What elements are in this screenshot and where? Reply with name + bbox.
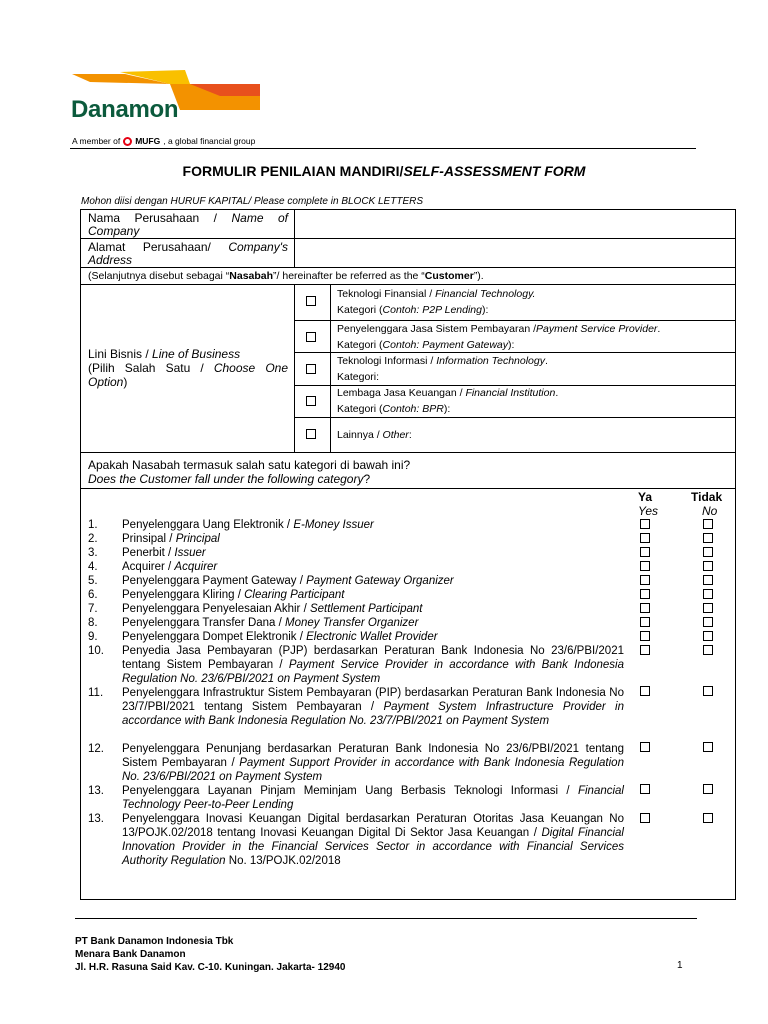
customer-note: (Selanjutnya disebut sebagai “Nasabah”/ hereinafter be referred as the “Customer”). [88, 270, 484, 282]
company-address-field[interactable] [300, 243, 730, 263]
no-header: Tidak [691, 490, 723, 504]
lob-checkbox-other[interactable] [306, 429, 316, 439]
instruction: Mohon diisi dengan HURUF KAPITAL/ Please complete in BLOCK LETTERS [81, 196, 424, 207]
company-name-label: Nama Perusahaan / Name of Company [88, 211, 288, 238]
lob-checkbox-information-technology[interactable] [306, 364, 316, 374]
row-divider [80, 488, 736, 489]
category-number: 13. [88, 785, 104, 797]
no-checkbox[interactable] [703, 686, 713, 696]
lob-checkbox-fintech[interactable] [306, 296, 316, 306]
category-number: 9. [88, 631, 98, 643]
yes-checkbox[interactable] [640, 686, 650, 696]
lob-option-information-technology: Teknologi Informasi / Information Technology. Kategori: [337, 355, 548, 383]
no-checkbox[interactable] [703, 561, 713, 571]
category-number: 6. [88, 589, 98, 601]
yes-checkbox[interactable] [640, 547, 650, 557]
title-main: FORMULIR PENILAIAN MANDIRI/ [182, 163, 404, 179]
category-number: 12. [88, 743, 104, 755]
category-text: Penyelenggara Penunjang berdasarkan Peraturan Bank Indonesia No 23/6/PBI/2021 tentang Sistem Pembayaran / Payment Support Provider in accordance with Bank Indonesia Regulation No. 23/6/PBI/2021 on Payment System [122, 743, 624, 783]
header-divider [70, 148, 696, 149]
member-prefix: A member of [72, 136, 121, 146]
lob-divider [294, 284, 295, 452]
category-text: Penyelenggara Infrastruktur Sistem Pembayaran (PIP) berdasarkan Peraturan Bank Indonesia No 23/7/PBI/2021 tentang Sistem Pembayaran / Payment System Infrastructure Provider in accordance with Bank Indonesia Regulation No. 23/7/PBI/2021 on Payment System [122, 687, 625, 727]
title-italic: SELF-ASSESSMENT FORM [403, 163, 586, 179]
lob-divider [330, 284, 331, 452]
category-number: 3. [88, 547, 98, 559]
logo-text: Danamon [71, 96, 179, 123]
no-header-en: No [702, 504, 718, 518]
yes-checkbox[interactable] [640, 784, 650, 794]
company-name-field[interactable] [300, 214, 730, 234]
no-checkbox[interactable] [703, 813, 713, 823]
yes-checkbox[interactable] [640, 617, 650, 627]
category-text: Acquirer / Acquirer [122, 561, 218, 573]
category-text: Penyelenggara Uang Elektronik / E-Money Issuer [122, 519, 374, 531]
yes-checkbox[interactable] [640, 533, 650, 543]
member-brand: MUFG [135, 136, 161, 146]
row-divider [80, 238, 736, 239]
yes-checkbox[interactable] [640, 519, 650, 529]
page-number: 1 [677, 960, 683, 971]
no-checkbox[interactable] [703, 742, 713, 752]
lob-option-payment-service: Penyelenggara Jasa Sistem Pembayaran /Payment Service Provider. Kategori (Contoh: Payment Gateway): [337, 323, 661, 351]
category-text: Penyelenggara Inovasi Keuangan Digital berdasarkan Peraturan Otoritas Jasa Keuangan No 13/POJK.02/2018 tentang Inovasi Keuangan Digital Di Sektor Jasa Keuangan / Digital Financial Innovation Provider in the Financial Services Sector in accordance with Financial Services Authority Regulation No. 13/POJK.02/2018 [122, 813, 624, 867]
no-checkbox[interactable] [703, 589, 713, 599]
category-number: 10. [88, 645, 104, 657]
footer-divider [75, 918, 697, 919]
category-text: Penyelenggara Dompet Elektronik / Electronic Wallet Provider [122, 631, 438, 643]
yes-checkbox[interactable] [640, 589, 650, 599]
category-number: 7. [88, 603, 98, 615]
category-text: Penyedia Jasa Pembayaran (PJP) berdasarkan Peraturan Bank Indonesia No 23/6/PBI/2021 tentang Sistem Pembayaran / Payment Service Provider in accordance with Bank Indonesia Regulation No. 23/6/PBI/2021 on Payment System [122, 645, 624, 685]
footer-street: Jl. H.R. Rasuna Said Kav. C-10. Kuningan. Jakarta- 12940 [75, 962, 346, 973]
no-checkbox[interactable] [703, 575, 713, 585]
yes-checkbox[interactable] [640, 603, 650, 613]
lob-option-financial-institution: Lembaga Jasa Keuangan / Financial Institution. Kategori (Contoh: BPR): [337, 387, 559, 415]
category-number: 11. [88, 687, 104, 699]
category-text: Penyelenggara Payment Gateway / Payment Gateway Organizer [122, 575, 454, 587]
yes-checkbox[interactable] [640, 631, 650, 641]
row-divider [80, 284, 736, 285]
no-checkbox[interactable] [703, 645, 713, 655]
footer-company: PT Bank Danamon Indonesia Tbk [75, 936, 234, 947]
member-suffix: , a global financial group [163, 136, 256, 146]
member-line [72, 136, 255, 146]
lob-checkbox-financial-institution[interactable] [306, 396, 316, 406]
yes-checkbox[interactable] [640, 561, 650, 571]
category-text: Penyelenggara Layanan Pinjam Meminjam Uang Berbasis Teknologi Informasi / Financial Technology Peer-to-Peer Lending [122, 785, 624, 811]
yes-checkbox[interactable] [640, 813, 650, 823]
footer-address [75, 935, 345, 974]
category-number: 5. [88, 575, 98, 587]
no-checkbox[interactable] [703, 631, 713, 641]
no-checkbox[interactable] [703, 603, 713, 613]
no-checkbox[interactable] [703, 547, 713, 557]
category-number: 8. [88, 617, 98, 629]
company-address-label: Alamat Perusahaan/ Company's Address [88, 240, 288, 267]
category-number: 13. [88, 813, 104, 825]
category-text: Prinsipal / Principal [122, 533, 220, 545]
category-number: 4. [88, 561, 98, 573]
category-number: 1. [88, 519, 98, 531]
no-checkbox[interactable] [703, 617, 713, 627]
lob-checkbox-payment-service[interactable] [306, 332, 316, 342]
yes-checkbox[interactable] [640, 575, 650, 585]
footer-building: Menara Bank Danamon [75, 949, 186, 960]
category-number: 2. [88, 533, 98, 545]
category-text: Penyelenggara Penyelesaian Akhir / Settlement Participant [122, 603, 423, 615]
line-of-business-label: Lini Bisnis / Line of Business (Pilih Salah Satu / Choose One Option) [88, 347, 288, 389]
no-checkbox[interactable] [703, 784, 713, 794]
form-title [0, 163, 768, 179]
lob-option-fintech: Teknologi Finansial / Financial Technology. Kategori (Contoh: P2P Lending): [337, 288, 536, 316]
yes-header-en: Yes [638, 504, 659, 518]
category-text: Penyelenggara Kliring / Clearing Participant [122, 589, 345, 601]
lob-option-other: Lainnya / Other: [337, 429, 412, 441]
category-text: Penyelenggara Transfer Dana / Money Transfer Organizer [122, 617, 419, 629]
category-question: Apakah Nasabah termasuk salah satu kategori di bawah ini? Does the Customer fall under the following category? [88, 458, 411, 486]
row-divider [80, 452, 736, 453]
yes-header: Ya [638, 490, 653, 504]
danamon-logo [70, 70, 270, 130]
no-checkbox[interactable] [703, 519, 713, 529]
no-checkbox[interactable] [703, 533, 713, 543]
yes-checkbox[interactable] [640, 645, 650, 655]
yes-checkbox[interactable] [640, 742, 650, 752]
mufg-icon [123, 137, 132, 146]
lob-row-divider [294, 417, 736, 418]
category-text: Penerbit / Issuer [122, 547, 206, 559]
